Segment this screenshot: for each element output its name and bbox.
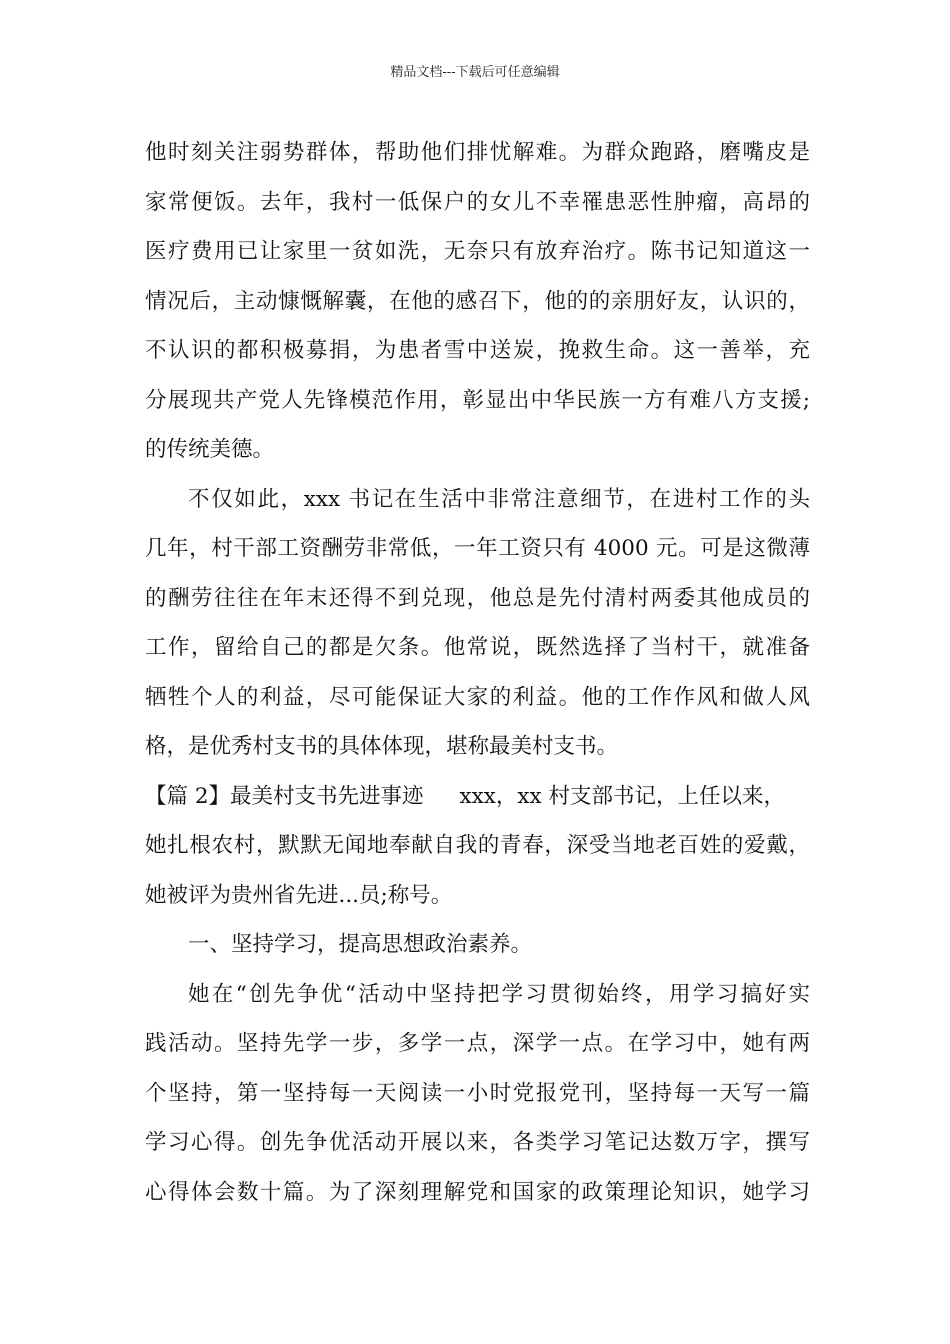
section-heading: 【篇 2】最美村支书先进事迹 xyxy=(145,783,424,809)
text-line: 医疗费用已让家里一贫如洗，无奈只有放弃治疗。陈书记知道这一 xyxy=(145,239,810,264)
text-line: 不仅如此，xxx 书记在生活中非常注意细节，在进村工作的头 xyxy=(188,486,810,512)
text-line: 工作，留给自己的都是欠条。他常说，既然选择了当村干，就准备 xyxy=(145,635,810,660)
text-line: 个坚持，第一坚持每一天阅读一小时党报党刊，坚持每一天写一篇 xyxy=(145,1080,810,1106)
text-line: 践活动。坚持先学一步，多学一点，深学一点。在学习中，她有两 xyxy=(145,1031,810,1056)
text-line: 她扎根农村，默默无闻地奉献自我的青春，深受当地老百姓的爱戴， xyxy=(145,833,810,858)
text-line: 她在“创先争优“活动中坚持把学习贯彻始终，用学习搞好实 xyxy=(188,981,810,1007)
text-line: 一、坚持学习，提高思想政治素养。 xyxy=(188,932,533,957)
text-line: 家常便饭。去年，我村一低保户的女儿不幸罹患恶性肿瘤，高昂的 xyxy=(145,189,810,215)
text-line: 他时刻关注弱势群体，帮助他们排忧解难。为群众跑路，磨嘴皮是 xyxy=(145,140,810,165)
text-line: 不认识的都积极募捐，为患者雪中送炭，挽救生命。这一善举，充 xyxy=(145,338,810,363)
document-body xyxy=(145,128,810,1217)
text-line: 心得体会数十篇。为了深刻理解党和国家的政策理论知识，她学习 xyxy=(145,1179,810,1205)
text-line: 学习心得。创先争优活动开展以来，各类学习笔记达数万字，撰写 xyxy=(145,1130,810,1155)
text-line xyxy=(145,772,810,822)
text-line: 格，是优秀村支书的具体体现，堪称最美村支书。 xyxy=(145,734,619,759)
text-line: 分展现共产党人先锋模范作用，彰显出中华民族一方有难八方支援; xyxy=(145,387,810,413)
line-tail: xxx，xx 村支部书记，上任以来， xyxy=(459,783,785,809)
text-line: 牺牲个人的利益，尽可能保证大家的利益。他的工作作风和做人风 xyxy=(145,684,810,710)
text-line: 她被评为贵州省先进...员;称号。 xyxy=(145,882,453,908)
text-line: 情况后，主动慷慨解囊，在他的感召下，他的的亲朋好友，认识的， xyxy=(145,288,810,314)
text-line: 的传统美德。 xyxy=(145,437,275,462)
text-line: 的酬劳往往在年末还得不到兑现，他总是先付清村两委其他成员的 xyxy=(145,585,810,611)
page-header: 精品文档---下载后可任意编辑 xyxy=(390,65,560,80)
text-line: 几年，村干部工资酬劳非常低，一年工资只有 4000 元。可是这微薄 xyxy=(145,536,810,561)
